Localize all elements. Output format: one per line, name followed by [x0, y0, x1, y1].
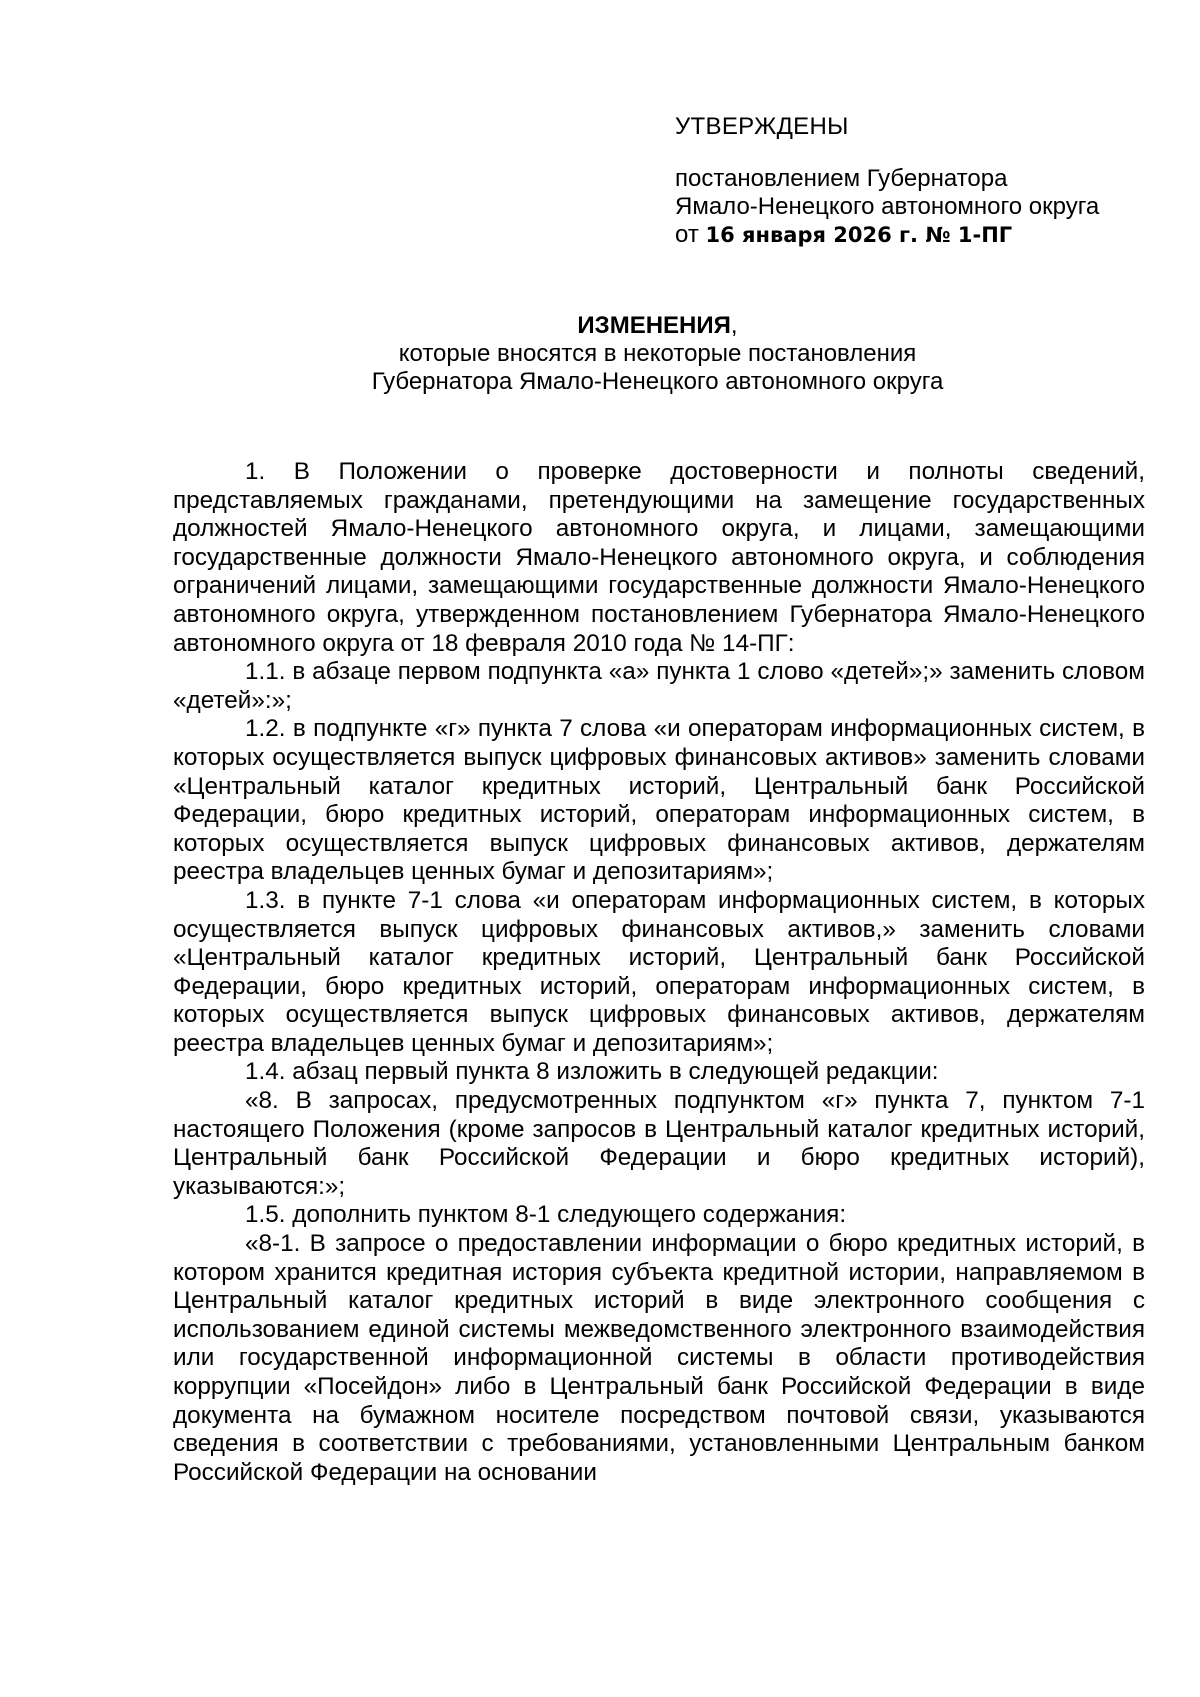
- paragraph-1-1: 1.1. в абзаце первом подпункта «а» пункта 1 слово «детей»;» заменить словом «детей»:»;: [173, 658, 1145, 714]
- paragraph-quote-8: «8. В запросах, предусмотренных подпунктом «г» пункта 7, пунктом 7-1 настоящего Положения (кроме запросов в Центральный каталог кредитных историй, Центральный банк Российской Федерации и бюро кредитных историй), указываются:»;: [173, 1087, 1145, 1200]
- heading-subtitle-1: которые вносятся в некоторые постановления: [398, 340, 917, 367]
- approval-block: [675, 113, 1155, 249]
- paragraph-1: 1. В Положении о проверке достоверности и полноты сведений, представляемых гражданами, претендующими на замещение государственных должностей Ямало-Ненецкого автономного округа, и лицами, замещающими государственные должности Ямало-Ненецкого автономного округа, и соблюдения ограничений лицами, замещающими государственные должности Ямало-Ненецкого автономного округа, утвержденном постановлением Губернатора Ямало-Ненецкого автономного округа от 18 февраля 2010 года № 14-ПГ:: [173, 458, 1145, 657]
- approval-line-decree: постановлением Губернатора: [675, 165, 1008, 192]
- approval-date-line: [675, 221, 1155, 249]
- heading-title-suffix: ,: [730, 312, 738, 339]
- heading-subtitle-2: Губернатора Ямало-Ненецкого автономного округа: [371, 368, 944, 395]
- approval-line-region: Ямало-Ненецкого автономного округа: [675, 193, 1100, 220]
- paragraph-1-2: 1.2. в подпункте «г» пункта 7 слова «и операторам информационных систем, в которых осуществляется выпуск цифровых финансовых активов» заменить словами «Центральный каталог кредитных историй, Центральный банк Российской Федерации, бюро кредитных историй, операторам информационных систем, в которых осуществляется выпуск цифровых финансовых активов, держателям реестра владельцев ценных бумаг и депозитариям»;: [173, 715, 1145, 886]
- paragraph-1-5: 1.5. дополнить пунктом 8-1 следующего содержания:: [245, 1201, 847, 1229]
- paragraph-1-3: 1.3. в пункте 7-1 слова «и операторам информационных систем, в которых осуществляется выпуск цифровых финансовых активов,» заменить словами «Центральный каталог кредитных историй, Центральный банк Российской Федерации, бюро кредитных историй, операторам информационных систем, в которых осуществляется выпуск цифровых финансовых активов, держателям реестра владельцев ценных бумаг и депозитариям»;: [173, 886, 1145, 1057]
- approval-date-prefix: от: [675, 221, 699, 248]
- paragraph-1-4: 1.4. абзац первый пункта 8 изложить в следующей редакции:: [245, 1058, 939, 1086]
- approval-stamp: УТВЕРЖДЕНЫ: [675, 113, 849, 140]
- approval-doc-number: 16 января 2026 г. № 1-ПГ: [705, 223, 1013, 247]
- document-body: [173, 458, 1145, 1487]
- heading-title-line: [170, 312, 1145, 340]
- document-heading: [170, 312, 1145, 396]
- heading-title: ИЗМЕНЕНИЯ: [577, 312, 731, 339]
- paragraph-quote-8-1: «8-1. В запросе о предоставлении информации о бюро кредитных историй, в котором хранится кредитная история субъекта кредитной истории, направляемом в Центральный каталог кредитных историй в виде электронного сообщения с использованием единой системы межведомственного электронного взаимодействия или государственной информационной системы в области противодействия коррупции «Посейдон» либо в Центральный банк Российской Федерации в виде документа на бумажном носителе посредством почтовой связи, указываются сведения в соответствии с требованиями, установленными Центральным банком Российской Федерации на основании: [173, 1230, 1145, 1486]
